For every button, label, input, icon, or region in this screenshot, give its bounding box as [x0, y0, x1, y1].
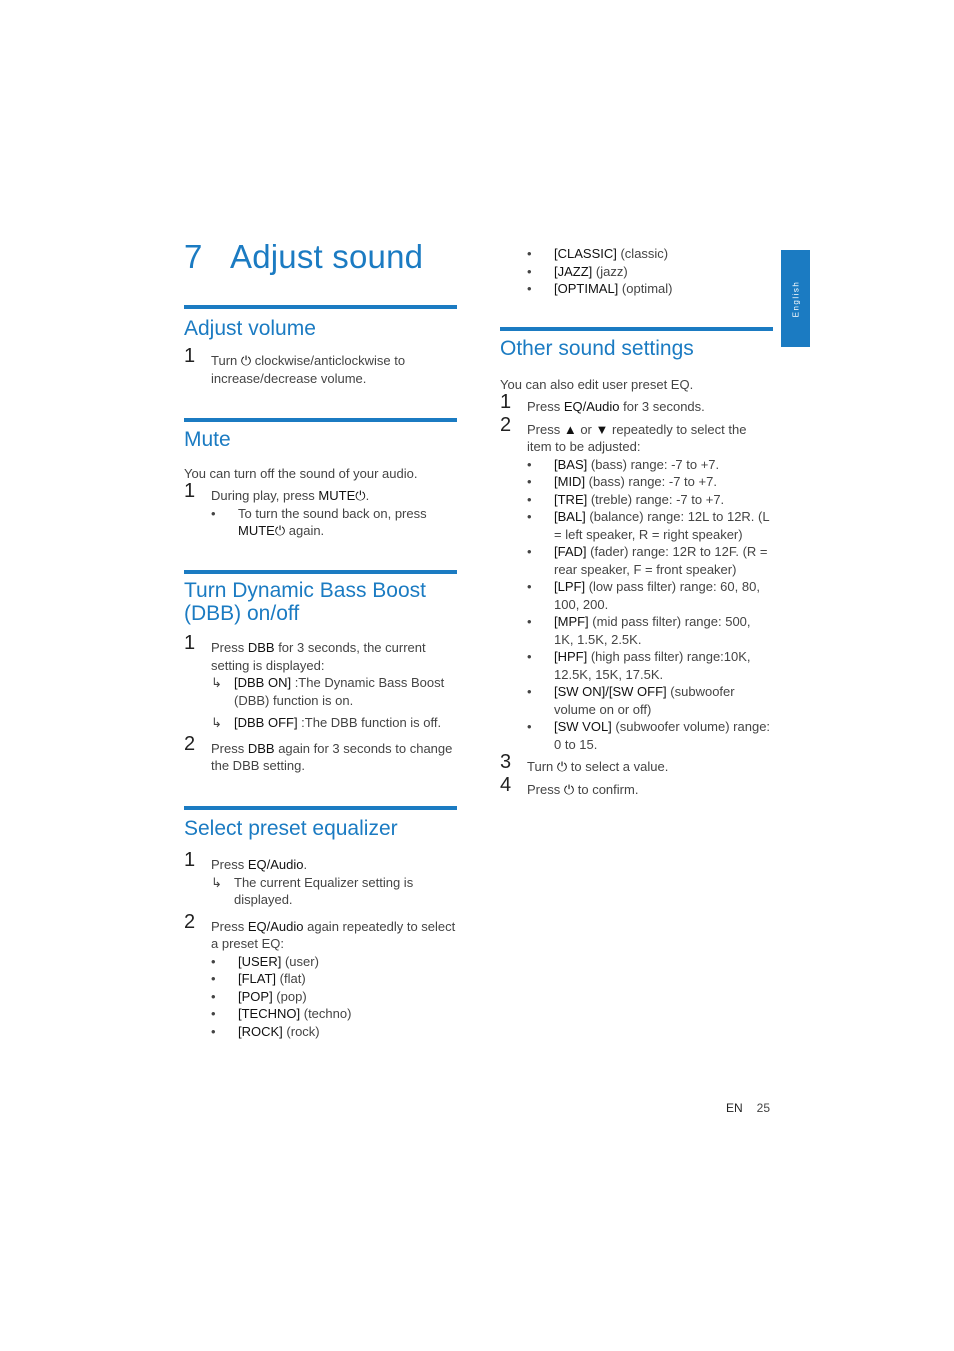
bullet-icon: •: [527, 614, 532, 629]
key-label: [SW ON]/[SW OFF]: [554, 684, 667, 699]
bullet-item: • [BAS] (bass) range: -7 to +7.: [527, 456, 720, 472]
key-label: [TECHNO]: [238, 1006, 301, 1021]
key-label: [JAZZ]: [554, 263, 593, 279]
bullet-item: • [POP] (pop): [211, 988, 307, 1004]
bullet-item: • [OPTIMAL] (optimal): [527, 281, 673, 296]
section-dbb: [184, 570, 457, 775]
mute-icon: ⏻: [274, 523, 286, 538]
key-label: [MID]: [554, 474, 586, 489]
section-rule: [184, 418, 457, 422]
step-item: 1 During play, press MUTE⏻. • To turn the sound back on, press MUTE⏻ again.: [184, 487, 457, 540]
key-label: [CLASSIC]: [554, 246, 617, 261]
key-label: MUTE: [238, 523, 275, 538]
key-label: DBB: [247, 740, 275, 756]
step-item: 1 Press EQ/Audio. ↳ The current Equalizer setting is displayed.: [184, 856, 457, 909]
page-title: [184, 238, 423, 276]
bullet-icon: •: [527, 509, 532, 524]
bullet-item: • [SW VOL] (subwoofer volume) range: 0 to 15.: [527, 719, 771, 752]
section-title: Select preset equalizer: [184, 817, 398, 840]
step-item: 1 Press EQ/Audio for 3 seconds.: [500, 391, 705, 414]
mute-icon: ⏻: [355, 488, 366, 503]
step-item: 2 Press ▲ or ▼ repeatedly to select the item to be adjusted: • [BAS] (bass) range: -7 to +7. • [MID] (bass) range: -7 to +7. • [TRE] (treble) range: -7 to +7. • [BAL] (balance) range: 12L to 12R. (L = left speaker, R = right speaker) • [FAD] (fader) range: 12R to 12F. (R = rear speaker, F = front speaker) • [LPF] (low pass filter) range: 60, 80, 100, 200. • [MPF] (mid pass filter) range: 500, 1K, 1.5K, 2.5K. • [HPF] (high pass filter) range:10K, 12.5K, 15K, 17.5K. • [SW ON]/[SW OFF] (subwoofer volume on or off) • [SW VOL] (subwoofer volume) range: 0 to 15.: [500, 421, 773, 754]
bullet-icon: •: [527, 579, 532, 594]
key-label: [POP]: [238, 988, 273, 1004]
key-label: [DBB ON]: [234, 675, 292, 690]
key-label: MUTE: [318, 488, 356, 503]
section-title: Turn Dynamic Bass Boost (DBB) on/off: [184, 579, 426, 625]
step-item: 4 Press ⏻ to confirm.: [500, 773, 639, 797]
section-preset-eq: [184, 806, 457, 1040]
bullet-icon: •: [211, 1023, 216, 1039]
step-number: 2: [184, 910, 196, 933]
key-label: EQ/Audio: [247, 918, 304, 934]
bullet-item: • [MPF] (mid pass filter) range: 500, 1K, 1.5K, 2.5K.: [527, 614, 751, 647]
bullet-item: • [ROCK] (rock): [211, 1023, 320, 1039]
key-label: [ROCK]: [238, 1023, 283, 1039]
bullet-icon: •: [527, 474, 532, 489]
step-item: 3 Turn ⏻ to select a value.: [500, 751, 669, 774]
chapter-number: 7: [184, 238, 203, 275]
result-item: ↳ [DBB ON] :The Dynamic Bass Boost (DBB) function is on.: [211, 675, 445, 708]
bullet-icon: •: [527, 649, 532, 664]
preset-eq-continued: [527, 245, 773, 298]
bullet-icon: •: [211, 1006, 216, 1021]
step-number: 1: [500, 391, 512, 413]
bullet-item: • [USER] (user): [211, 953, 319, 969]
bullet-item: • [TECHNO] (techno): [211, 1006, 352, 1021]
page-footer: [726, 1101, 770, 1115]
result-arrow-icon: ↳: [211, 874, 222, 890]
key-label: [FLAT]: [238, 971, 277, 986]
knob-icon: ⏻: [556, 759, 568, 774]
language-tab-label: English: [791, 280, 800, 317]
bullet-item: • [MID] (bass) range: -7 to +7.: [527, 474, 717, 489]
step-item: 2 Press EQ/Audio again repeatedly to select a preset EQ: • [USER] (user) • [FLAT] (flat) • [POP] (pop) • [TECHNO] (techno) • [ROCK] (rock): [184, 910, 456, 1039]
bullet-item: • [JAZZ] (jazz): [527, 263, 628, 279]
section-title: Adjust volume: [184, 317, 316, 340]
knob-icon: ⏻: [563, 781, 575, 797]
section-title: Other sound settings: [500, 337, 694, 360]
key-label: [MPF]: [554, 614, 589, 629]
step-item: 1 Turn ⏻ clockwise/anticlockwise to increase/decrease volume.: [184, 345, 406, 386]
step-item: 2 Press DBB again for 3 seconds to change the DBB setting.: [184, 732, 453, 773]
step-number: 1: [184, 632, 196, 654]
key-label: [LPF]: [554, 579, 586, 594]
bullet-item: • [BAL] (balance) range: 12L to 12R. (L = left speaker, R = right speaker): [527, 509, 770, 542]
bullet-item: • [TRE] (treble) range: -7 to +7.: [527, 491, 725, 507]
section-rule: [184, 305, 457, 309]
footer-language: EN: [726, 1101, 743, 1115]
bullet-item: • [CLASSIC] (classic): [527, 246, 669, 261]
chapter-title: Adjust sound: [230, 238, 424, 275]
bullet-item: • To turn the sound back on, press MUTE⏻ again.: [211, 505, 427, 538]
bullet-icon: •: [527, 491, 532, 507]
bullet-item: • [FLAT] (flat): [211, 971, 306, 986]
bullet-icon: •: [527, 281, 532, 296]
section-mute: [184, 418, 457, 540]
volume-knob-icon: ⏻: [240, 353, 252, 368]
key-label: [FAD]: [554, 544, 587, 559]
section-intro: You can also edit user preset EQ.: [500, 377, 694, 392]
bullet-item: • [FAD] (fader) range: 12R to 12F. (R = rear speaker, F = front speaker): [527, 544, 768, 577]
step-number: 1: [184, 345, 196, 367]
bullet-icon: •: [211, 953, 216, 969]
key-label: [DBB OFF]: [234, 715, 298, 730]
section-rule: [184, 806, 457, 810]
step-number: 1: [184, 480, 196, 502]
bullet-icon: •: [527, 544, 532, 559]
page-number: 25: [756, 1101, 771, 1115]
bullet-icon: •: [211, 505, 216, 521]
bullet-item: • [HPF] (high pass filter) range:10K, 12.5K, 15K, 17.5K.: [527, 649, 751, 682]
step-number: 3: [500, 751, 512, 773]
down-arrow-icon: ▼: [595, 421, 609, 437]
section-rule: [184, 570, 457, 574]
section-rule: [500, 327, 773, 331]
step-number: 2: [500, 413, 512, 436]
result-item: ↳ [DBB OFF] :The DBB function is off.: [211, 715, 442, 730]
step-number: 1: [184, 849, 196, 871]
key-label: DBB: [247, 640, 275, 655]
key-label: [OPTIMAL]: [554, 281, 619, 296]
key-label: [SW VOL]: [554, 719, 612, 734]
bullet-item: • [SW ON]/[SW OFF] (subwoofer volume on or off): [527, 684, 735, 717]
bullet-icon: •: [527, 246, 532, 261]
step-item: 1 Press DBB for 3 seconds, the current setting is displayed: ↳ [DBB ON] :The Dynamic Bass Boost (DBB) function is on. ↳ [DBB OFF] :The DBB function is off.: [184, 639, 457, 732]
key-label: [TRE]: [554, 491, 588, 507]
bullet-item: • [LPF] (low pass filter) range: 60, 80, 100, 200.: [527, 579, 760, 612]
key-label: [BAS]: [554, 456, 588, 472]
bullet-icon: •: [211, 988, 216, 1004]
step-number: 2: [184, 732, 196, 755]
section-other-sound: [500, 327, 773, 798]
bullet-icon: •: [527, 263, 532, 279]
step-number: 4: [500, 773, 512, 796]
bullet-icon: •: [527, 684, 532, 699]
section-intro: You can turn off the sound of your audio.: [184, 466, 418, 481]
section-title: Mute: [184, 428, 231, 451]
bullet-icon: •: [527, 456, 532, 472]
key-label: [USER]: [238, 953, 282, 969]
key-label: [HPF]: [554, 649, 588, 664]
key-label: EQ/Audio: [247, 857, 304, 872]
result-arrow-icon: ↳: [211, 675, 222, 690]
key-label: [BAL]: [554, 509, 586, 524]
bullet-icon: •: [527, 719, 532, 734]
bullet-icon: •: [211, 971, 216, 986]
language-tab: [781, 250, 810, 347]
section-adjust-volume: [184, 305, 457, 387]
result-item: ↳ The current Equalizer setting is displayed.: [211, 874, 414, 907]
key-label: EQ/Audio: [563, 399, 620, 414]
result-arrow-icon: ↳: [211, 715, 222, 730]
up-arrow-icon: ▲: [563, 421, 577, 437]
